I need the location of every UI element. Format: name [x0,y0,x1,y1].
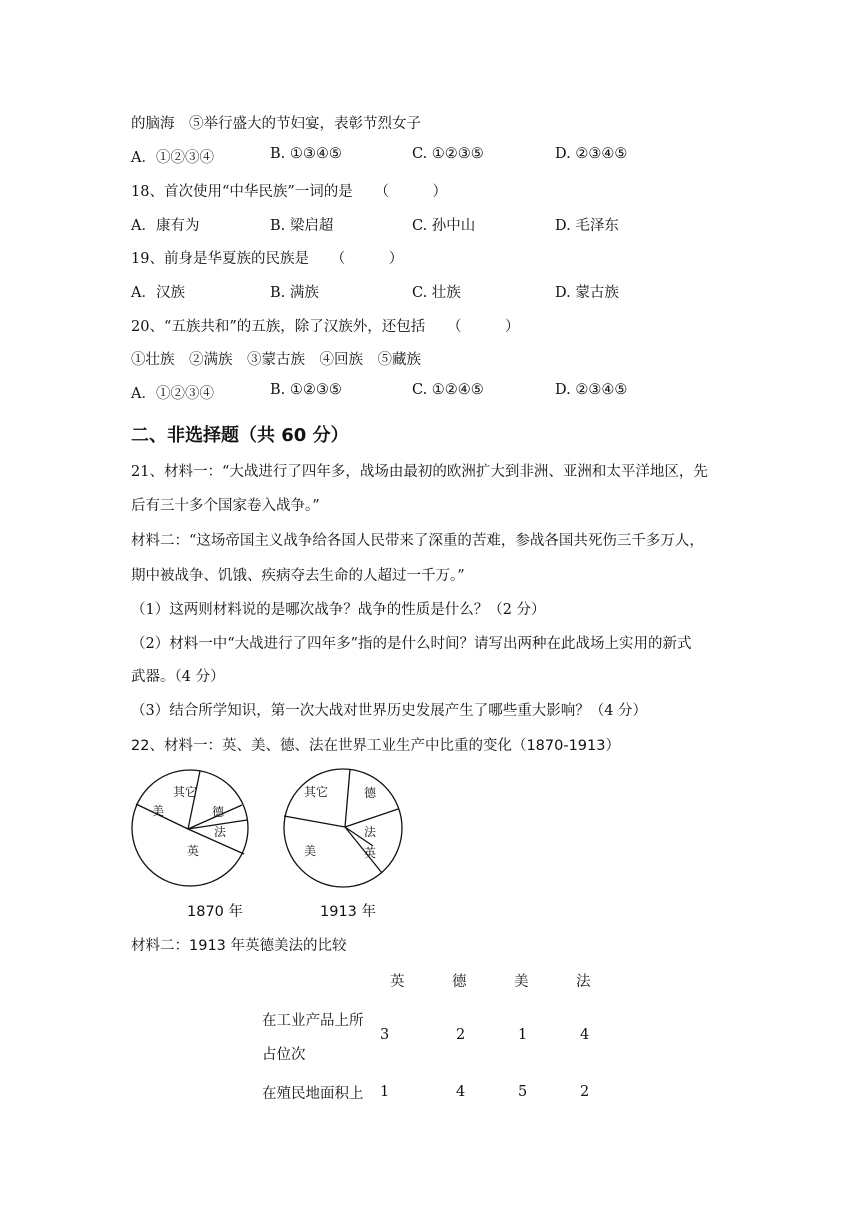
q17-option-d: D. ②③④⑤ [555,146,628,162]
table-cell: 4 [580,1027,590,1043]
section-heading: 二、非选择题（共 60 分） [131,425,349,446]
q18-option-a: A．康有为 [131,218,200,234]
table-cell: 2 [580,1084,590,1100]
table-cell: 1 [518,1027,528,1043]
table-header-fr: 法 [576,973,591,990]
table-cell: 4 [456,1084,466,1100]
q20-stem: 20、“五族共和”的五族，除了汉族外，还包括 （ ） [131,319,520,335]
table-header-uk: 英 [390,973,405,990]
pie-chart-1913 [278,763,408,893]
q20-option-b: B. ①②③⑤ [270,382,342,398]
pie1913-label-other: 其它 [304,785,329,799]
pie1913-label-us: 美 [304,844,317,858]
q20-items: ①壮族 ②满族 ③蒙古族 ④回族 ⑤藏族 [131,352,421,368]
q20-option-d: D. ②③④⑤ [555,382,628,398]
table-row [262,1072,628,1112]
table-row-label-line2: 占位次 [262,1047,306,1063]
q18-stem: 18、首次使用“中华民族”一词的是 （ ） [131,184,448,200]
table-cell: 3 [380,1027,390,1043]
pie1870-label-fr: 法 [214,825,227,839]
q20-option-c: C. ①②④⑤ [412,382,484,398]
q19-option-b: B. 满族 [270,285,319,301]
pie1913-label-uk: 英 [364,846,377,860]
q18-option-c: C. 孙中山 [412,218,476,234]
table-cell: 5 [518,1084,528,1100]
table-row-label-line1: 在工业产品上所 [262,1013,364,1029]
q21-part1: （1）这两则材料说的是哪次战争？战争的性质是什么？（2 分） [131,602,546,618]
q19-option-d: D. 蒙古族 [555,285,619,301]
table-row-label [262,1072,380,1112]
table-header-us: 美 [514,973,529,990]
table-header-de: 德 [452,973,467,990]
q21-material1-line2: 后有三十多个国家卷入战争。” [131,498,320,514]
pie1913-label-fr: 法 [364,825,377,839]
comparison-table [262,962,628,1112]
q21-part2-line2: 武器。（4 分） [131,669,225,685]
q21-part2-line1: （2）材料一中“大战进行了四年多”指的是什么时间？请写出两种在此战场上实用的新式 [131,636,692,652]
q19-option-c: C. 壮族 [412,285,461,301]
q19-option-a: A．汉族 [131,285,185,301]
q18-option-b: B. 梁启超 [270,218,334,234]
q17-option-c: C. ①②③⑤ [412,146,484,162]
q17-stem-tail: 的脑海 ⑤举行盛大的节妇宴，表彰节烈女子 [131,116,421,132]
pie1870-label-us: 美 [152,804,165,818]
q22-material1: 22、材料一：英、美、德、法在世界工业生产中比重的变化（1870-1913） [131,738,620,754]
pie-chart-1870 [126,763,256,893]
table-row-label [262,998,380,1072]
q22-material2: 材料二：1913 年英德美法的比较 [131,938,347,954]
table-cell: 2 [456,1027,466,1043]
pie1913-label-de: 德 [364,786,377,800]
q19-stem: 19、前身是华夏族的民族是 （ ） [131,251,404,267]
table-row-label-line1: 在殖民地面积上 [262,1085,364,1102]
pie1870-year: 1870 年 [187,904,244,920]
q17-option-b: B. ①③④⑤ [270,146,342,162]
pie1870-label-uk: 英 [187,844,200,858]
pie1913-year: 1913 年 [320,904,377,920]
q21-part3: （3）结合所学知识，第一次大战对世界历史发展产生了哪些重大影响？（4 分） [131,703,648,719]
q20-option-a: A．①②③④ [131,386,214,402]
pie1870-label-de: 德 [212,805,225,819]
q17-option-a: A．①②③④ [131,150,214,166]
pie1870-label-other: 其它 [173,785,198,799]
q21-material1-line1: 21、材料一：“大战进行了四年多，战场由最初的欧洲扩大到非洲、亚洲和太平洋地区，先 [131,464,708,480]
table-row [262,998,628,1072]
q18-option-d: D. 毛泽东 [555,218,619,234]
q21-material2-line1: 材料二：“这场帝国主义战争给各国人民带来了深重的苦难，参战各国共死伤三千多万人， [131,533,704,549]
table-header-row [262,962,628,998]
q21-material2-line2: 期中被战争、饥饿、疾病夺去生命的人超过一千万。” [131,568,465,584]
table-cell: 1 [380,1084,390,1100]
